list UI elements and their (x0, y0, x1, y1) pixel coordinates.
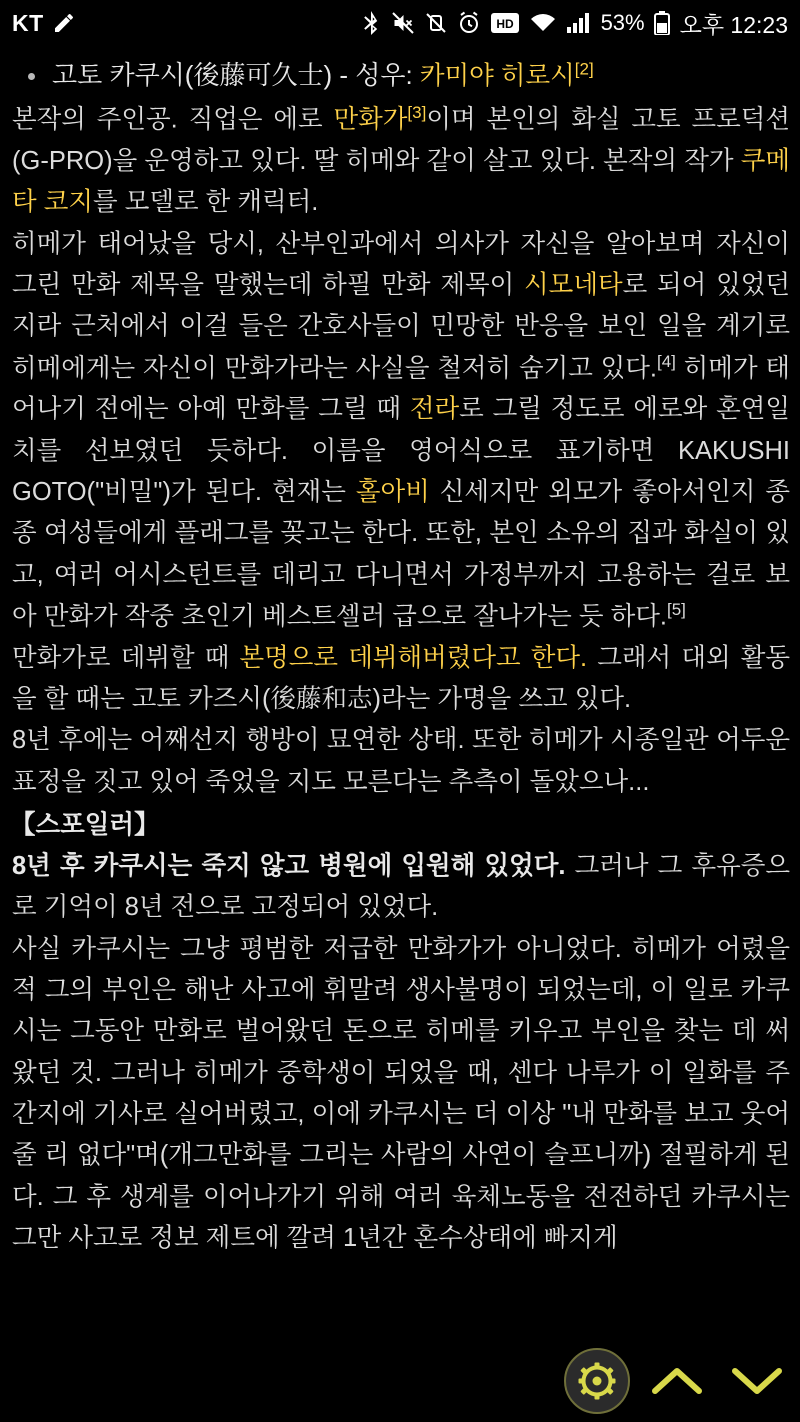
chevron-up-icon (649, 1359, 705, 1403)
reference-2[interactable]: [2] (574, 59, 594, 79)
paragraph-3 (10, 638, 790, 721)
scroll-up-button[interactable] (644, 1349, 710, 1413)
p1-text-b: 이며 본인의 화실 고토 프로덕션(G-PRO)을 운영하고 있다. 딸 히메와 같이 살고 있다. 본작의 작가 (12, 105, 790, 176)
mute-icon (391, 11, 415, 35)
reference-5[interactable]: [5] (666, 599, 686, 619)
entry-title-text: 고토 카쿠시(後藤可久士) - 성우: (52, 60, 420, 90)
p2-text-e: 신세지만 외모가 좋아서인지 종종 여성들에게 플래그를 꽂고는 한다. 또한, 본인 소유의 집과 화실이 있고, 여러 어시스턴트를 데리고 다니면서 가정부까지 고용하는 걸로 보아 만화가 작중 초인기 베스트셀러 급으로 잘나가는 듯 하다. (12, 477, 790, 631)
scroll-down-button[interactable] (724, 1349, 790, 1413)
p2-text-c: 히메가 태어나기 전에는 아예 만화를 그릴 때 (12, 354, 790, 424)
link-kamiya-hiroshi[interactable]: 카미야 히로시 (419, 62, 575, 90)
clock-label: 오후 12:23 (679, 11, 788, 38)
p3-text-a: 만화가로 데뷔할 때 (12, 643, 240, 672)
hd-icon (490, 12, 520, 34)
spoiler-paragraph-1 (10, 846, 790, 929)
reference-3[interactable]: [3] (407, 103, 427, 123)
status-right-icons (360, 10, 670, 36)
link-kumeta-koji[interactable]: 쿠메타 코지 (12, 147, 790, 217)
pencil-icon (52, 11, 76, 35)
carrier-label: KT (12, 9, 44, 36)
p2-text-b: 로 되어 있었던지라 근처에서 이걸 들은 간호사들이 민망한 반응을 보인 일을 계기로 히메에게는 자신이 만화가라는 사실을 철저히 숨기고 있다. (12, 270, 791, 383)
spoiler-rest-text: 그러나 그 후유증으로 기억이 8년 전으로 고정되어 있었다. (12, 852, 790, 922)
alarm-icon (457, 11, 481, 35)
p1-text-a: 본작의 주인공. 직업은 에로 (12, 105, 334, 134)
paragraph-2 (10, 224, 790, 638)
battery-percent-label: 53% (600, 10, 645, 35)
reference-4[interactable]: [4] (656, 351, 676, 371)
status-left-icons (52, 11, 76, 35)
battery-icon (654, 11, 670, 35)
gear-icon (577, 1361, 617, 1401)
link-jeonra[interactable]: 전라 (409, 395, 460, 424)
spoiler-header: 【스포일러】 (10, 810, 160, 839)
signal-icon (566, 12, 592, 34)
character-entry-heading (10, 54, 790, 97)
p2-text-a: 히메가 태어났을 당시, 산부인과에서 의사가 자신을 알아보며 자신이 그린 만화 제목을 말했는데 하필 만화 제목이 (12, 229, 790, 299)
link-debut-real-name[interactable]: 본명으로 데뷔해버렸다고 한다. (239, 643, 588, 672)
spoiler-paragraph-2: 사실 카쿠시는 그냥 평범한 저급한 만화가가 아니었다. 히메가 어렸을 적 그의 부인은 해난 사고에 휘말려 생사불명이 되었는데, 이 일로 카쿠시는 그동안 만화로 벌어왔던 돈으로 히메를 키우고 부인을 찾는 데 써왔던 것. 그러나 히메가 중학생이 되었을 때, 센다 나루가 이 일화를 주간지에 기사로 실어버렸고, 이에 카쿠시는 더 이상 "내 만화를 보고 웃어줄 리 없다"며(개그만화를 그리는 사람의 사연이 슬프니까) 절필하게 된다. 그 후 생계를 이어나가기 위해 여러 육체노동을 전전하던 카쿠시는 그만 사고로 정보 제트에 깔려 1년간 혼수상태에 빠지게 (12, 934, 790, 1252)
paragraph-4: 8년 후에는 어째선지 행방이 묘연한 상태. 또한 히메가 시종일관 어두운 표정을 짓고 있어 죽었을 지도 모른다는 추측이 돌았으나... (12, 726, 790, 796)
link-holabi[interactable]: 홀아비 (355, 477, 430, 506)
article-content[interactable] (0, 46, 800, 1422)
wifi-icon (529, 12, 557, 34)
settings-button[interactable] (564, 1348, 630, 1414)
link-manhwaga[interactable]: 만화가 (333, 105, 408, 134)
p2-text-d: 로 그릴 정도로 에로와 혼연일치를 선보였던 듯하다. 이름을 영어식으로 표기하면 KAKUSHI GOTO("비밀")가 된다. 현재는 (12, 395, 791, 506)
svg-text:HD: HD (495, 17, 514, 31)
link-shimoneta[interactable]: 시모네타 (524, 270, 623, 299)
p1-text-c: 를 모델로 한 캐릭터. (92, 188, 319, 217)
vibrate-off-icon (424, 11, 448, 35)
status-bar (0, 0, 800, 46)
chevron-down-icon (729, 1359, 785, 1403)
floating-controls[interactable] (564, 1348, 790, 1414)
paragraph-1 (10, 99, 790, 223)
spoiler-bold-text: 8년 후 카쿠시는 죽지 않고 병원에 입원해 있었다. (12, 852, 566, 881)
bluetooth-icon (360, 10, 382, 36)
p3-text-b: 그래서 대외 활동을 할 때는 고토 카즈시(後藤和志)라는 가명을 쓰고 있다. (12, 643, 790, 713)
